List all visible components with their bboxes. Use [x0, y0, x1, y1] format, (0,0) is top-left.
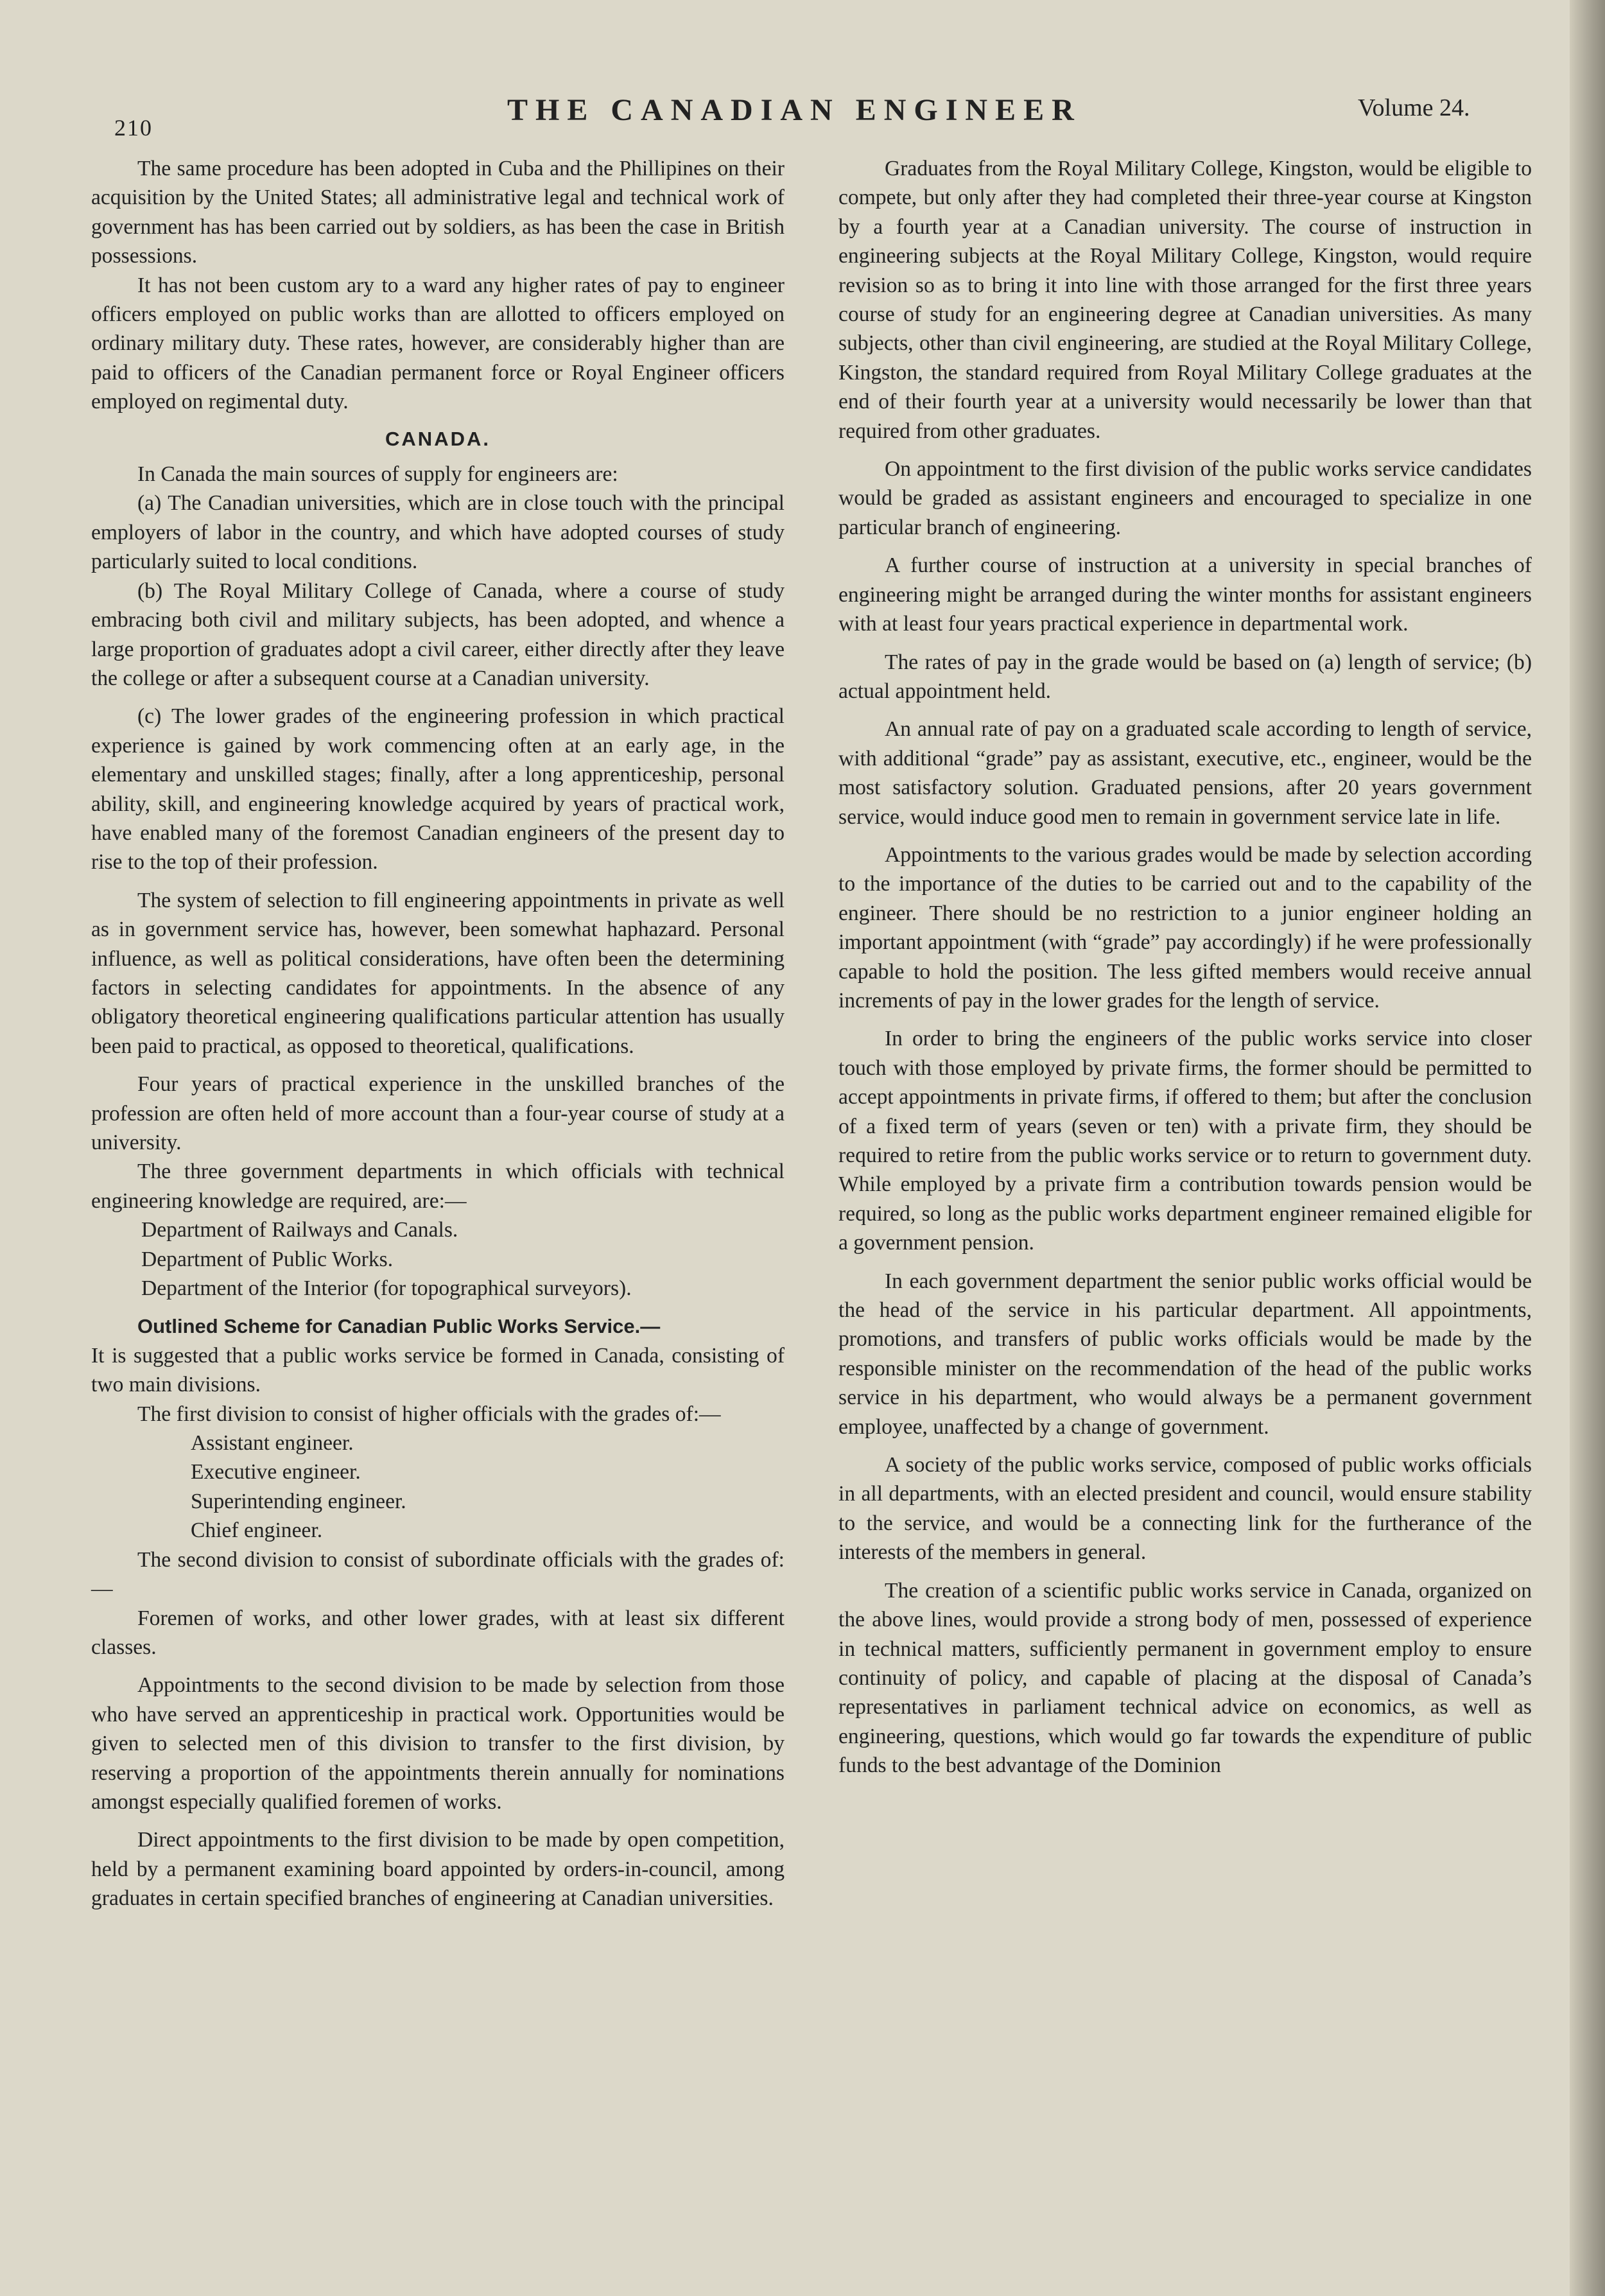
- paragraph: In each government department the senior public works official would be the head of the service in his particular department. All appointments, promotions, and transfers of public works officials would be made by the responsible minister on the recommendation of the head of the public works service in his department, who would always be a permanent government employee, unaffected by a change of government.: [838, 1269, 1532, 1439]
- paragraph: (c) The lower grades of the engineering profession in which practical experience is gained by work commencing often at an early age, in the elementary and unskilled stages; finally, after a long apprenticeship, personal ability, skill, and engineering knowledge acquired by years of practical work, have enabled many of the foremost Canadian engineers of the present day to rise to the top of their profession.: [91, 704, 785, 874]
- paragraph: The system of selection to fill engineering appointments in private as well as in government service has, however, been somewhat haphazard. Personal influence, as well as political considerations, have often been the determining factors in selecting candidates for appointments. In the absence of any obligatory theoretical engineering qualifications particular attention has usually been paid to practical, as opposed to theoretical, qualifications.: [91, 888, 785, 1058]
- paragraph: The three government departments in which officials with technical engineering knowledge are required, are:—: [91, 1160, 785, 1213]
- paragraph: Appointments to the various grades would be made by selection according to the importance of the duties to be carried out and to the capability of the engineer. There should be no restriction to a junior engineer holding an important appointment (with “grade” pay accordingly) if he were professionally capable to hold the position. The less gifted members would receive annual increments of pay in the lower grades for the length of service.: [838, 842, 1532, 1013]
- binding-spine: [1570, 0, 1605, 2296]
- paragraph: A society of the public works service, composed of public works officials in all departments, with an elected president and council, would ensure stability to the service, and would be a connecting link for the furtherance of the interests of the members in general.: [838, 1453, 1532, 1565]
- paragraph: In Canada the main sources of supply for engineers are:: [137, 462, 618, 487]
- volume-label: Volume 24.: [1358, 94, 1470, 121]
- grade-item: Superintending engineer.: [191, 1489, 406, 1513]
- paragraph: The same procedure has been adopted in Cuba and the Phillipines on their acquisition by the United States; all administrative legal and technical work of government has has been carried out by soldiers, as has been the case in British possessions.: [91, 157, 785, 268]
- left-column: [91, 154, 785, 1913]
- paragraph: Appointments to the second division to be made by selection from those who have served an apprenticeship in practical work. Opportunities would be given to selected men of this division to transfer to the first division, by reserving a proportion of the appointments therein annually for nominations amongst especially qualified foremen of works.: [91, 1673, 785, 1814]
- journal-title: THE CANADIAN ENGINEER: [507, 93, 1082, 127]
- page-header: [0, 90, 1570, 141]
- paragraph: A further course of instruction at a university in special branches of engineering might be arranged during the winter months for assistant engineers with at least four years practical experience in departmental work.: [838, 553, 1532, 636]
- paragraph: In order to bring the engineers of the public works service into closer touch with those employed by private firms, the former should be permitted to accept appointments in private firms, if offered to them; but after the conclusion of a fixed term of years (seven or ten) with a private firm, they should be required to retire from the public works service or to return to government duty. While employed by a private firm a contribution towards pension would be required, so long as the public works department engineer remained eligible for a government pension.: [838, 1027, 1532, 1255]
- paragraph: Four years of practical experience in the unskilled branches of the profession are often held of more account than a four-year course of study at a university.: [91, 1072, 785, 1154]
- paragraph: The creation of a scientific public works service in Canada, organized on the above lines, would provide a strong body of men, possessed of experience in technical matters, sufficiently permanent in government employ to ensure continuity of policy, and capable of placing at the disposal of Canada’s representatives in parliament technical advice on economics, as well as engineering, questions, which would go far towards the expenditure of public funds to the best advantage of the Dominion: [838, 1578, 1532, 1778]
- department-item: Department of Railways and Canals.: [141, 1218, 458, 1242]
- paragraph: On appointment to the first division of the public works service candidates would be graded as assistant engineers and encouraged to specialize in one particular branch of engineering.: [838, 457, 1532, 539]
- paragraph: It has not been custom ary to a ward any higher rates of pay to engineer officers employed on public works than are allotted to officers employed on ordinary military duty. These rates, however, are considerably higher than are paid to officers of the Canadian permanent force or Royal Engineer officers employed on regimental duty.: [91, 273, 785, 414]
- page-number: 210: [114, 115, 153, 141]
- paragraph: An annual rate of pay on a graduated scale according to length of service, with additional “grade” pay as assistant, executive, etc., engineer, would be the most satisfactory solution. Graduated pensions, after 20 years government service, would induce good men to remain in government service late in life.: [838, 717, 1532, 829]
- scheme-heading-line: [91, 1312, 785, 1341]
- paragraph: Direct appointments to the first division to be made by open competition, held by a permanent examining board appointed by orders-in-council, among graduates in certain specified branches of engineering at Canadian universities.: [91, 1828, 785, 1911]
- paragraph: The first division to consist of higher officials with the grades of:—: [137, 1402, 721, 1426]
- department-item: Department of Public Works.: [141, 1247, 394, 1271]
- paragraph: Graduates from the Royal Military College, Kingston, would be eligible to compete, but only after they had completed their three-year course at Kingston by a fourth year at a Canadian university. The course of instruction in engineering subjects at the Royal Military College, Kingston, would require revision so as to bring it into line with those arranged for the first three years course of study for an engineering degree at Canadian universities. As many subjects, other than civil engineering, are studied at the Royal Military College, Kingston, the standard required from Royal Military College graduates at the end of their fourth year at a university would necessarily be lower than that required from other graduates.: [838, 157, 1532, 443]
- department-item: Department of the Interior (for topographical surveyors).: [141, 1276, 632, 1301]
- paragraph: It is suggested that a public works service be formed in Canada, consisting of two main divisions.: [91, 1343, 785, 1397]
- scheme-heading: Outlined Scheme for Canadian Public Works Service.—: [137, 1315, 661, 1338]
- grade-item: Chief engineer.: [191, 1518, 323, 1543]
- paragraph: The second division to consist of subordinate officials with the grades of:—: [91, 1547, 785, 1601]
- paragraph: The rates of pay in the grade would be based on (a) length of service; (b) actual appointment held.: [838, 650, 1532, 703]
- grade-item: Assistant engineer.: [191, 1431, 354, 1456]
- section-heading-canada: CANADA.: [385, 427, 490, 450]
- right-column: [838, 154, 1532, 1780]
- paragraph: (a) The Canadian universities, which are in close touch with the principal employers of labor in the country, and which have adopted courses of study particularly suited to local conditions.: [91, 491, 785, 574]
- grade-item: Executive engineer.: [191, 1460, 361, 1484]
- paragraph: (b) The Royal Military College of Canada, where a course of study embracing both civil and military subjects, has been adopted, and whence a large proportion of graduates adopt a civil career, either directly after they leave the college or after a subsequent course at a Canadian university.: [91, 578, 785, 690]
- paragraph: Foremen of works, and other lower grades, with at least six different classes.: [91, 1606, 785, 1659]
